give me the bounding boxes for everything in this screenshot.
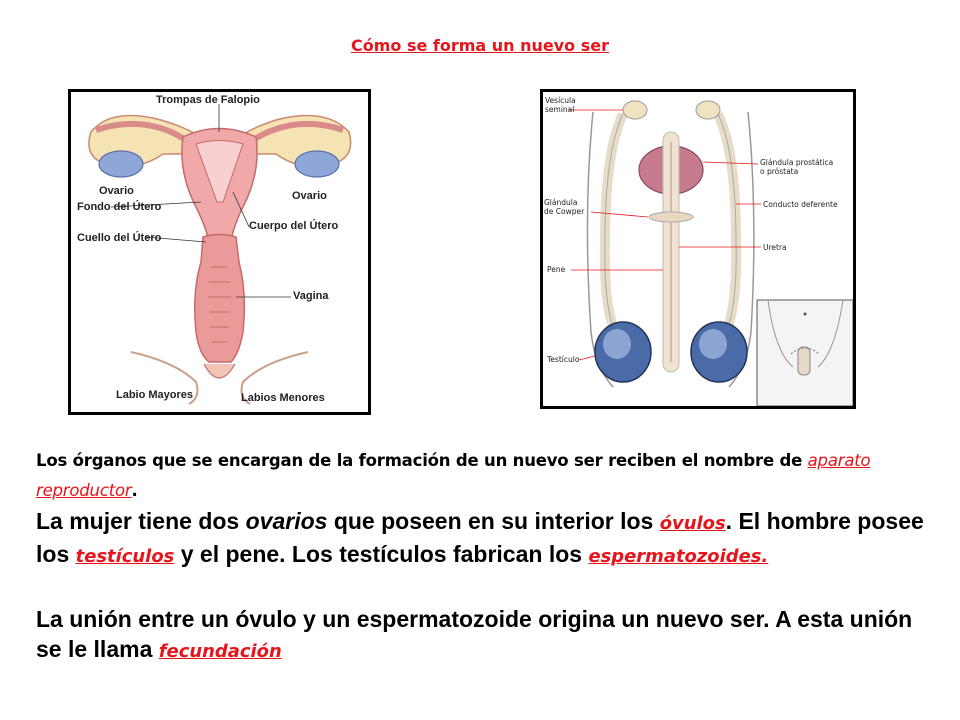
- paragraph1-end: .: [131, 481, 138, 500]
- label-fondo-utero: Fondo del Útero: [77, 201, 162, 213]
- female-anatomy-illustration: [71, 92, 368, 412]
- label-prostata: Glándula prostática o próstata: [760, 158, 834, 176]
- label-vesicula: Vesícula seminal: [545, 96, 576, 114]
- paragraph3-text: La unión entre un óvulo y un espermatozoide origina un nuevo ser. A esta unión se le llama: [36, 606, 913, 662]
- label-cuello-utero: Cuello del Útero: [77, 232, 162, 244]
- paragraph-fecundacion: [36, 604, 936, 667]
- label-labios-menores: Labios Menores: [241, 392, 325, 404]
- label-labios-mayores: Labio Mayores: [116, 389, 194, 401]
- male-anatomy-illustration: [543, 92, 853, 406]
- page-title: Cómo se forma un nuevo ser: [350, 36, 610, 55]
- label-pene: Pene: [547, 265, 566, 274]
- label-vagina: Vagina: [293, 290, 329, 302]
- label-conducto: Conducto deferente: [763, 200, 838, 209]
- paragraph2-c: . El hombre posee los: [36, 508, 924, 567]
- label-trompas: Trompas de Falopio: [156, 94, 260, 106]
- label-cuerpo-utero: Cuerpo del Útero: [249, 220, 339, 232]
- paragraph2-d: y el pene. Los testículos fabrican los: [174, 541, 589, 567]
- term-espermatozoides: espermatozoides.: [588, 546, 769, 567]
- paragraph2-a: La mujer tiene dos: [36, 508, 246, 534]
- paragraph1-text: Los órganos que se encargan de la formación de un nuevo ser reciben el nombre de: [36, 451, 808, 470]
- male-reproductive-diagram: [540, 89, 856, 409]
- female-reproductive-diagram: [68, 89, 371, 415]
- label-uretra: Uretra: [763, 243, 787, 252]
- word-ovarios: ovarios: [245, 508, 328, 534]
- label-testiculo: Testículo: [547, 355, 580, 364]
- label-cowper: Glándula de Cowper: [544, 198, 585, 216]
- term-fecundacion: fecundación: [158, 641, 282, 662]
- term-ovulos: óvulos: [659, 513, 726, 534]
- paragraph-definition: [36, 446, 936, 506]
- term-aparato-reproductor: aparato reproductor: [36, 451, 871, 500]
- paragraph-organs: [36, 506, 936, 572]
- label-ovario-right: Ovario: [292, 190, 327, 202]
- paragraph2-b: que poseen en su interior los: [327, 508, 660, 534]
- label-ovario-left: Ovario: [99, 185, 134, 197]
- term-testiculos: testículos: [75, 546, 175, 567]
